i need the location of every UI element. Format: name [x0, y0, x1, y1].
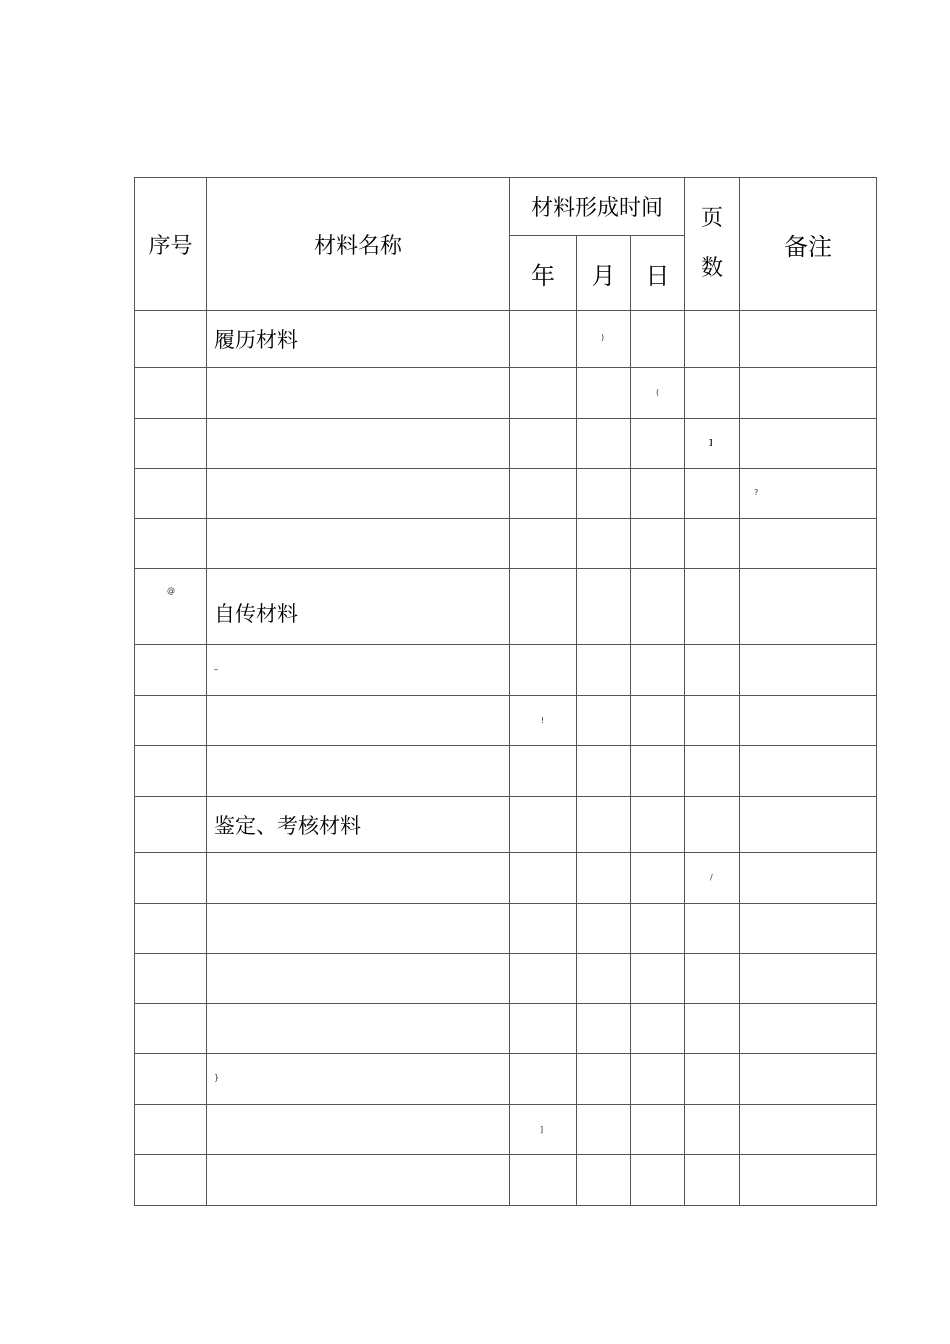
cell-notes: [740, 954, 877, 1004]
cell-seq: [135, 904, 207, 954]
cell-day: [631, 469, 685, 519]
cell-name: [207, 469, 510, 519]
cell-day: [631, 746, 685, 797]
cell-month: [577, 853, 631, 904]
cell-seq: [135, 645, 207, 696]
stray-mark: }: [214, 1073, 220, 1082]
cell-year: [510, 569, 577, 645]
stray-mark: ]: [709, 438, 713, 447]
cell-notes: [740, 368, 877, 419]
cell-day: [631, 1004, 685, 1054]
cell-pages: [685, 904, 740, 954]
table-row: [135, 368, 877, 419]
header-time-group: 材料形成时间: [510, 178, 685, 236]
cell-seq: [135, 853, 207, 904]
stray-mark: _: [214, 661, 218, 670]
cell-pages: [685, 1155, 740, 1206]
records-table: [134, 177, 877, 1206]
cell-month: [577, 696, 631, 746]
table-row: [135, 904, 877, 954]
cell-seq: [135, 797, 207, 853]
header-pages-top: 页: [701, 206, 724, 231]
cell-seq: [135, 368, 207, 419]
table-row: [135, 696, 877, 746]
cell-day: [631, 696, 685, 746]
cell-notes: [740, 569, 877, 645]
cell-month: [577, 469, 631, 519]
table-row: [135, 746, 877, 797]
cell-year: [510, 519, 577, 569]
stray-mark: @: [167, 586, 175, 595]
cell-notes: [740, 696, 877, 746]
cell-month: [577, 368, 631, 419]
cell-name: [207, 853, 510, 904]
cell-month: [577, 1054, 631, 1105]
header-pages-bottom: 数: [701, 256, 724, 281]
cell-notes: [740, 469, 877, 519]
cell-seq: [135, 746, 207, 797]
header-notes: 备注: [740, 178, 877, 311]
cell-month: [577, 569, 631, 645]
cell-year: [510, 1054, 577, 1105]
cell-month: [577, 954, 631, 1004]
cell-seq: [135, 311, 207, 368]
cell-name: [207, 696, 510, 746]
cell-year: [510, 853, 577, 904]
cell-day: [631, 904, 685, 954]
cell-day: [631, 797, 685, 853]
cell-month: [577, 904, 631, 954]
cell-day: [631, 311, 685, 368]
cell-year: [510, 1004, 577, 1054]
cell-notes: [740, 419, 877, 469]
stray-mark: (: [656, 388, 660, 397]
cell-pages: [685, 746, 740, 797]
cell-seq: [135, 1155, 207, 1206]
cell-pages: [685, 1004, 740, 1054]
cell-month: [577, 645, 631, 696]
cell-notes: [740, 1105, 877, 1155]
cell-name: [207, 419, 510, 469]
cell-notes: [740, 853, 877, 904]
cell-day: [631, 954, 685, 1004]
cell-pages: [685, 645, 740, 696]
cell-seq: [135, 469, 207, 519]
cell-pages: [685, 797, 740, 853]
cell-seq: [135, 519, 207, 569]
cell-name: 自传材料: [207, 569, 510, 645]
table-row: [135, 569, 877, 645]
cell-year: [510, 746, 577, 797]
cell-month: [577, 797, 631, 853]
cell-name: [207, 645, 510, 696]
cell-month: [577, 419, 631, 469]
cell-notes: [740, 1004, 877, 1054]
table-row: [135, 469, 877, 519]
header-month: 月: [577, 236, 631, 311]
cell-name: [207, 1105, 510, 1155]
table-row: [135, 519, 877, 569]
cell-year: [510, 368, 577, 419]
cell-pages: [685, 469, 740, 519]
cell-pages: [685, 853, 740, 904]
stray-mark: ]: [540, 1125, 544, 1134]
header-year: 年: [510, 236, 577, 311]
cell-name: [207, 368, 510, 419]
cell-name: [207, 1004, 510, 1054]
cell-pages: [685, 311, 740, 368]
table-row: [135, 1155, 877, 1206]
cell-year: [510, 311, 577, 368]
cell-pages: [685, 696, 740, 746]
table-row: [135, 645, 877, 696]
cell-month: [577, 746, 631, 797]
cell-pages: [685, 569, 740, 645]
cell-seq: [135, 1105, 207, 1155]
table-row: [135, 1105, 877, 1155]
cell-notes: [740, 311, 877, 368]
cell-day: [631, 1054, 685, 1105]
stray-mark: !: [541, 716, 545, 725]
header-pages: [685, 178, 740, 311]
header-name: 材料名称: [207, 178, 510, 311]
cell-year: [510, 797, 577, 853]
cell-month: [577, 311, 631, 368]
cell-name: 履历材料: [207, 311, 510, 368]
cell-seq: [135, 696, 207, 746]
cell-year: [510, 1105, 577, 1155]
cell-month: [577, 1004, 631, 1054]
header-seq: 序号: [135, 178, 207, 311]
stray-mark: ): [601, 333, 605, 342]
cell-notes: [740, 645, 877, 696]
cell-day: [631, 645, 685, 696]
cell-day: [631, 368, 685, 419]
cell-notes: [740, 746, 877, 797]
cell-pages: [685, 1054, 740, 1105]
cell-year: [510, 954, 577, 1004]
cell-pages: [685, 419, 740, 469]
cell-day: [631, 419, 685, 469]
cell-pages: [685, 368, 740, 419]
cell-notes: [740, 797, 877, 853]
cell-name: [207, 954, 510, 1004]
cell-day: [631, 853, 685, 904]
table-row: [135, 853, 877, 904]
stray-mark: ?: [754, 488, 759, 497]
cell-month: [577, 519, 631, 569]
cell-notes: [740, 1155, 877, 1206]
cell-pages: [685, 954, 740, 1004]
cell-year: [510, 1155, 577, 1206]
table-row: [135, 1004, 877, 1054]
cell-month: [577, 1155, 631, 1206]
stray-mark: /: [710, 873, 713, 882]
cell-seq: [135, 419, 207, 469]
cell-seq: [135, 1054, 207, 1105]
cell-name: 鉴定、考核材料: [207, 797, 510, 853]
cell-year: [510, 645, 577, 696]
cell-year: [510, 469, 577, 519]
cell-name: [207, 746, 510, 797]
table-row: [135, 311, 877, 368]
cell-day: [631, 1155, 685, 1206]
table-row: [135, 419, 877, 469]
cell-seq: [135, 954, 207, 1004]
cell-name: [207, 519, 510, 569]
table-row: [135, 1054, 877, 1105]
cell-notes: [740, 519, 877, 569]
cell-notes: [740, 1054, 877, 1105]
table-row: [135, 954, 877, 1004]
cell-month: [577, 1105, 631, 1155]
cell-day: [631, 519, 685, 569]
cell-day: [631, 569, 685, 645]
cell-name: [207, 904, 510, 954]
cell-notes: [740, 904, 877, 954]
cell-name: [207, 1054, 510, 1105]
cell-year: [510, 419, 577, 469]
header-row-1: [135, 178, 877, 236]
cell-year: [510, 696, 577, 746]
cell-pages: [685, 519, 740, 569]
cell-seq: [135, 1004, 207, 1054]
header-day: 日: [631, 236, 685, 311]
cell-seq: [135, 569, 207, 645]
cell-name: [207, 1155, 510, 1206]
cell-day: [631, 1105, 685, 1155]
cell-year: [510, 904, 577, 954]
cell-pages: [685, 1105, 740, 1155]
table-row: [135, 797, 877, 853]
